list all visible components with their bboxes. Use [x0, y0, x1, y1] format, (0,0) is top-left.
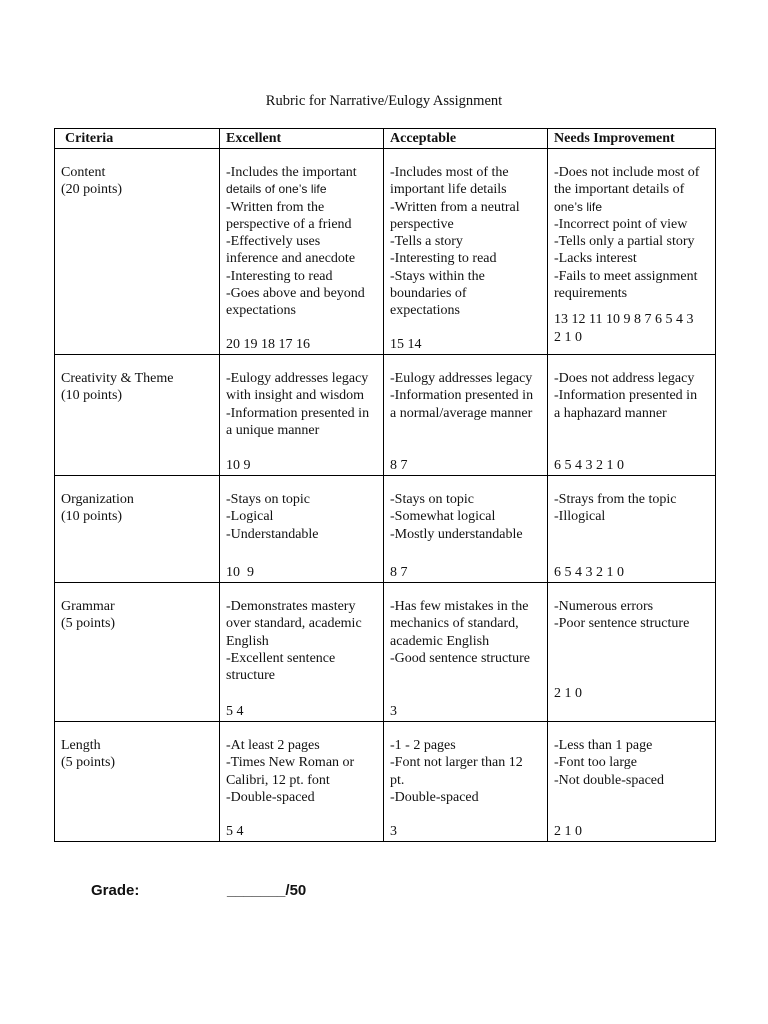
score-range: 3 — [390, 823, 397, 839]
criteria-name: Grammar — [61, 599, 115, 614]
criteria-name: Organization — [61, 492, 134, 507]
table-row-grammar — [55, 583, 716, 722]
needs-improvement-cell — [548, 149, 716, 355]
descriptor-line: Calibri, 12 pt. font — [226, 772, 330, 788]
table-row-organization — [55, 476, 716, 583]
header-row — [55, 129, 716, 149]
descriptor-line: a unique manner — [226, 422, 320, 438]
descriptor-line: important life details — [390, 182, 507, 198]
header-needs-improvement: Needs Improvement — [548, 129, 716, 149]
descriptor-line: over standard, academic — [226, 616, 362, 632]
score-range: 2 1 0 — [554, 685, 582, 701]
criteria-cell — [55, 355, 220, 476]
criteria-points: (5 points) — [61, 616, 116, 632]
descriptor-line: -Goes above and beyond — [226, 286, 365, 302]
acceptable-cell — [384, 149, 548, 355]
score-range: 5 4 — [226, 823, 244, 839]
descriptor-line: details of one’s life — [226, 182, 327, 197]
criteria-cell — [55, 583, 220, 722]
descriptor-line: -Stays on topic — [226, 492, 310, 507]
descriptor-line: -Font not larger than 12 — [390, 755, 523, 771]
header-criteria: Criteria — [55, 129, 220, 149]
descriptor-line: expectations — [390, 303, 460, 319]
acceptable-cell — [384, 476, 548, 583]
descriptor-line: -Not double-spaced — [554, 772, 665, 788]
descriptor-line: -Information presented in — [554, 388, 698, 404]
descriptor-line: -1 - 2 pages — [390, 738, 456, 753]
descriptor-line: -Understandable — [226, 526, 319, 542]
descriptor-line: -Font too large — [554, 755, 637, 771]
criteria-points: (5 points) — [61, 755, 116, 771]
criteria-name: Creativity & Theme — [61, 371, 174, 386]
descriptor-line: -Good sentence structure — [390, 650, 530, 666]
descriptor-line: -Demonstrates mastery — [226, 599, 356, 614]
needs-improvement-cell — [548, 722, 716, 842]
grade-label: Grade: — [91, 882, 140, 899]
descriptor-line: perspective of a friend — [226, 216, 352, 232]
descriptor-line: -Stays on topic — [390, 492, 474, 507]
excellent-cell — [220, 722, 384, 842]
descriptor-line: -Effectively uses — [226, 234, 321, 250]
descriptor-line: -Double-spaced — [390, 789, 479, 805]
acceptable-cell — [384, 583, 548, 722]
descriptor-line: academic English — [390, 633, 490, 649]
descriptor-line: -Has few mistakes in the — [390, 599, 529, 614]
descriptor-line: -Tells only a partial story — [554, 234, 695, 250]
descriptor-line: inference and anecdote — [226, 251, 356, 267]
descriptor-line: the important details of — [554, 182, 685, 198]
descriptor-line: -Incorrect point of view — [554, 216, 688, 232]
score-range: 13 12 11 10 9 8 7 6 5 4 3 — [554, 312, 694, 328]
descriptor-line: -Written from a neutral — [390, 199, 520, 215]
score-range: 8 7 — [390, 564, 408, 580]
descriptor-line: -Tells a story — [390, 234, 463, 250]
score-range: 2 1 0 — [554, 329, 582, 345]
acceptable-cell — [384, 355, 548, 476]
descriptor-line: -Fails to meet assignment — [554, 268, 698, 284]
descriptor-line: -Interesting to read — [226, 268, 333, 284]
needs-improvement-cell — [548, 355, 716, 476]
descriptor-line: English — [226, 633, 269, 649]
descriptor-line: a normal/average manner — [390, 405, 533, 421]
score-range: 10 9 — [226, 457, 251, 473]
score-range: 5 4 — [226, 703, 244, 719]
criteria-name: Content — [61, 165, 106, 180]
acceptable-cell — [384, 722, 548, 842]
descriptor-line: -Includes the important — [226, 165, 357, 180]
descriptor-line: -Excellent sentence — [226, 650, 336, 666]
descriptor-line: -Includes most of the — [390, 165, 509, 180]
score-range: 20 19 18 17 16 — [226, 336, 310, 352]
descriptor-line: -Eulogy addresses legacy — [390, 371, 533, 386]
descriptor-line: -Interesting to read — [390, 251, 497, 267]
table-row-creativity — [55, 355, 716, 476]
descriptor-line: -Written from the — [226, 199, 325, 215]
score-range: 6 5 4 3 2 1 0 — [554, 457, 624, 473]
descriptor-line: -Lacks interest — [554, 251, 637, 267]
table-row-length — [55, 722, 716, 842]
descriptor-line: requirements — [554, 286, 628, 302]
descriptor-line: -Does not address legacy — [554, 371, 695, 386]
descriptor-line: boundaries of — [390, 286, 467, 302]
descriptor-line: -Eulogy addresses legacy — [226, 371, 369, 386]
descriptor-line: -Poor sentence structure — [554, 616, 690, 632]
descriptor-line: -Does not include most of — [554, 165, 700, 180]
descriptor-line: structure — [226, 668, 275, 684]
grade-blank: _______/50 — [227, 882, 307, 899]
score-range: 15 14 — [390, 336, 422, 352]
criteria-cell — [55, 149, 220, 355]
descriptor-line: -Times New Roman or — [226, 755, 355, 771]
descriptor-line: pt. — [390, 772, 405, 788]
criteria-points: (10 points) — [61, 509, 123, 525]
descriptor-line: -Numerous errors — [554, 599, 654, 614]
criteria-name: Length — [61, 738, 101, 753]
descriptor-line: -Information presented in — [390, 388, 534, 404]
excellent-cell — [220, 583, 384, 722]
descriptor-line: -Double-spaced — [226, 789, 315, 805]
score-range: 6 5 4 3 2 1 0 — [554, 564, 624, 580]
descriptor-line: mechanics of standard, — [390, 616, 519, 632]
descriptor-line: -Information presented in — [226, 405, 370, 421]
criteria-points: (20 points) — [61, 182, 123, 198]
descriptor-line: a haphazard manner — [554, 405, 667, 421]
rubric-table — [54, 128, 716, 842]
criteria-cell — [55, 722, 220, 842]
score-range: 2 1 0 — [554, 823, 582, 839]
header-excellent: Excellent — [220, 129, 384, 149]
descriptor-line: with insight and wisdom — [226, 388, 365, 404]
descriptor-line: -Less than 1 page — [554, 738, 653, 753]
descriptor-line: -Stays within the — [390, 268, 485, 284]
descriptor-line: -Somewhat logical — [390, 509, 496, 525]
needs-improvement-cell — [548, 476, 716, 583]
descriptor-line: -Mostly understandable — [390, 526, 523, 542]
score-range: 3 — [390, 703, 397, 719]
excellent-cell — [220, 149, 384, 355]
descriptor-line: one’s life — [554, 199, 603, 214]
descriptor-line: perspective — [390, 216, 454, 232]
header-acceptable: Acceptable — [384, 129, 548, 149]
descriptor-line: expectations — [226, 303, 296, 319]
descriptor-line: -Logical — [226, 509, 274, 525]
criteria-points: (10 points) — [61, 388, 123, 404]
excellent-cell — [220, 355, 384, 476]
descriptor-line: -Illogical — [554, 509, 606, 525]
needs-improvement-cell — [548, 583, 716, 722]
descriptor-line: -At least 2 pages — [226, 738, 320, 753]
document-title: Rubric for Narrative/Eulogy Assignment — [265, 93, 503, 109]
criteria-cell — [55, 476, 220, 583]
score-range: 8 7 — [390, 457, 408, 473]
excellent-cell — [220, 476, 384, 583]
score-range: 10 9 — [226, 564, 254, 580]
table-row-content — [55, 149, 716, 355]
descriptor-line: -Strays from the topic — [554, 492, 677, 507]
